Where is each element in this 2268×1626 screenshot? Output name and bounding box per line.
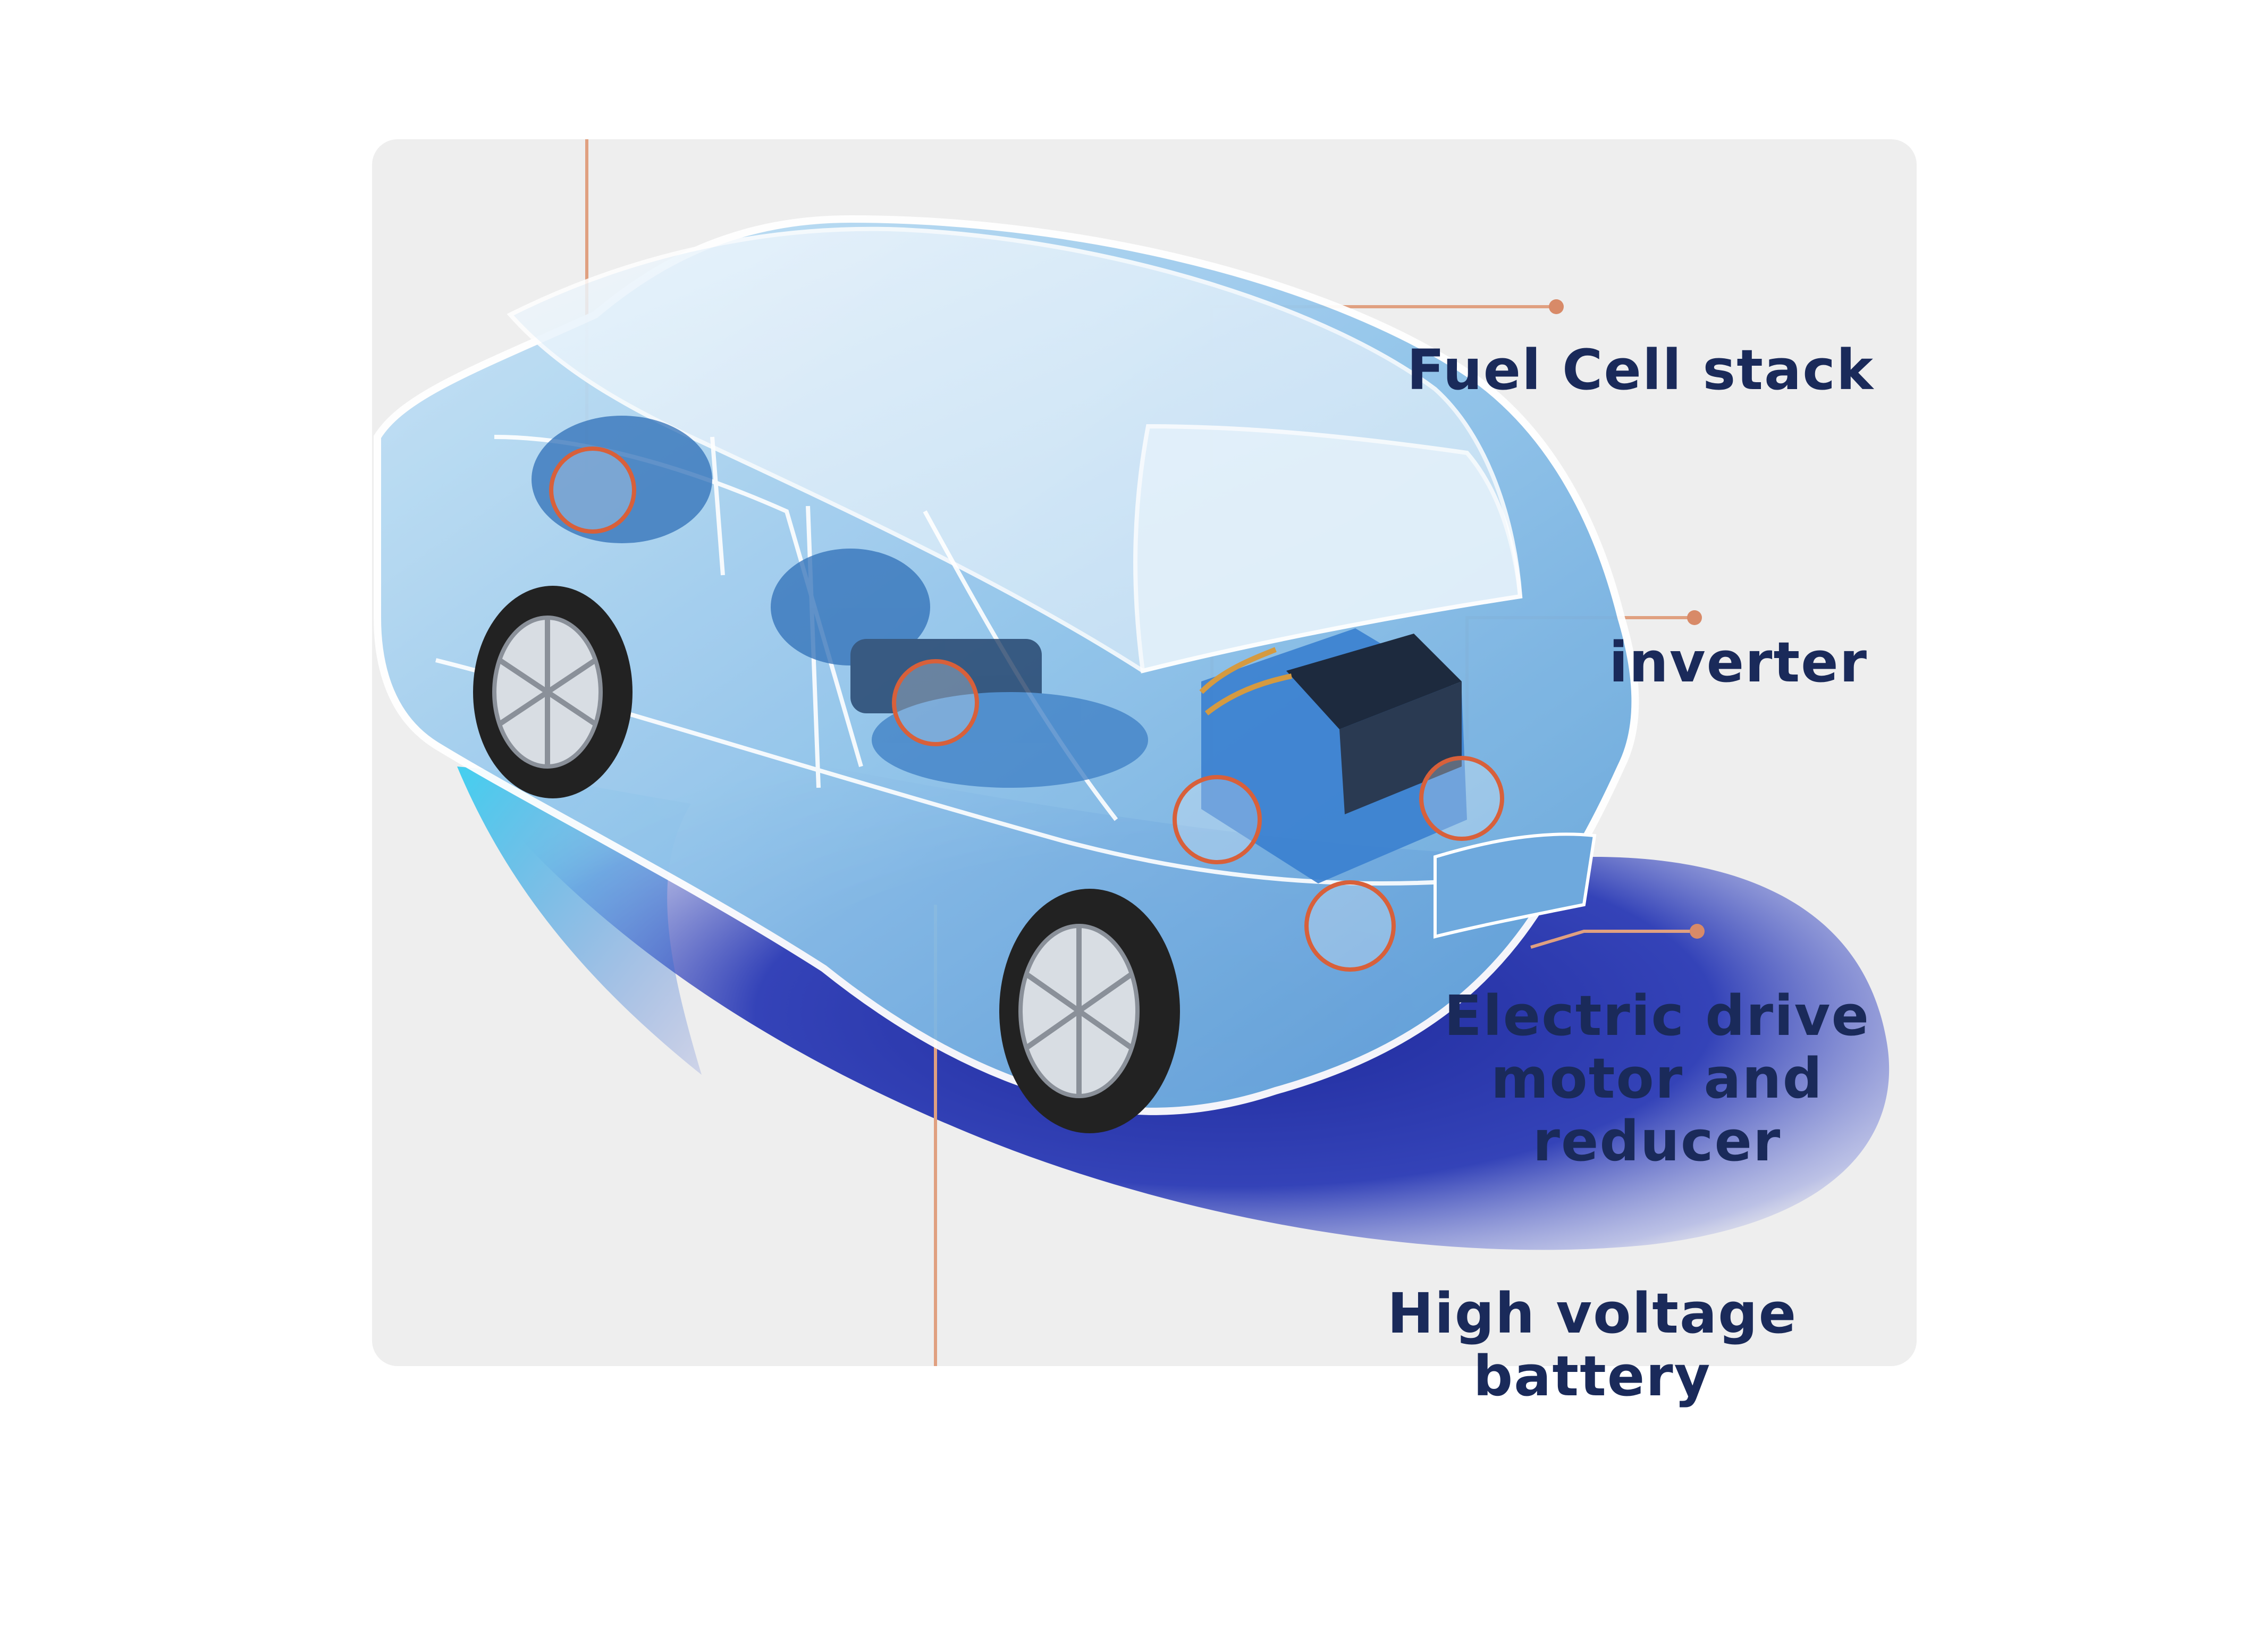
- diagram-panel: [372, 139, 1917, 1409]
- fuel-cell-stack-label: Fuel Cell stack: [1406, 338, 1874, 402]
- motor-label-line-1: Electric drive: [1444, 983, 1870, 1048]
- inverter-label: inverter: [1609, 630, 1868, 695]
- battery-label-line-1: High voltage: [1387, 1281, 1798, 1346]
- battery-label-line-2: battery: [1473, 1344, 1711, 1409]
- electric-drive-motor-label: [1444, 984, 1870, 1173]
- rear-wheel: [473, 586, 633, 798]
- front-wheel: [999, 889, 1180, 1133]
- motor-label-line-2: motor and: [1490, 1046, 1824, 1111]
- car-cutaway-illustration: [372, 139, 1917, 1366]
- motor-label-line-3: reducer: [1532, 1109, 1782, 1174]
- high-voltage-battery-label: [1387, 1282, 1797, 1408]
